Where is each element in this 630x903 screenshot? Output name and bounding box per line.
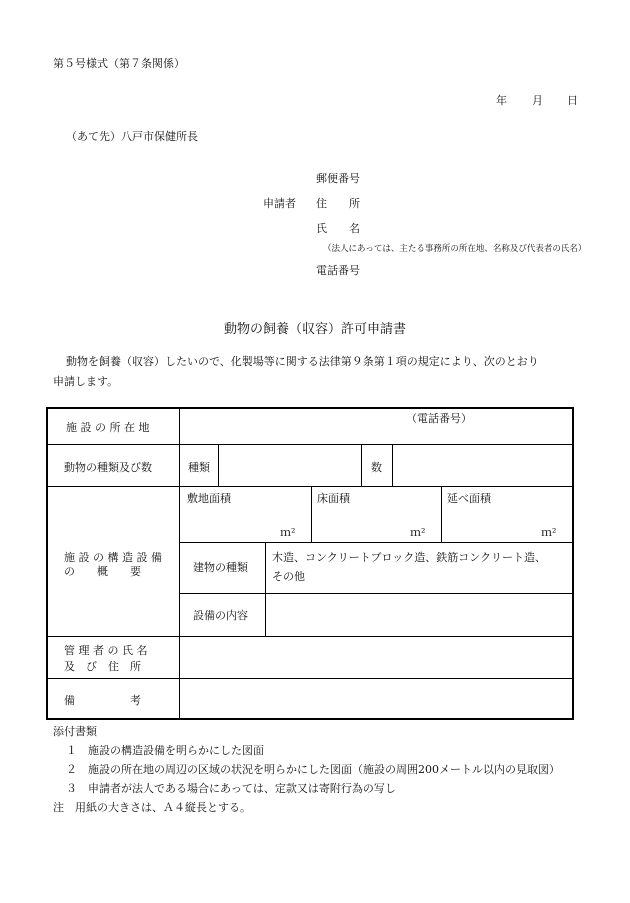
intro-line-2: 申請します。 <box>53 375 119 388</box>
form-number: 第５号様式（第７条関係） <box>53 57 185 70</box>
facility-location-label: 施 設 の 所 在 地 <box>66 421 150 434</box>
addressee: （あて先）八戸市保健所長 <box>66 130 198 143</box>
attachment-item: １ 施設の構造設備を明らかにした図面 <box>66 744 264 757</box>
cell-divider <box>361 445 362 486</box>
manager-label-line-1: 管 理 者 の 氏 名 <box>64 644 148 657</box>
building-type-value-line-2: その他 <box>272 570 305 583</box>
table-border-right <box>572 407 574 720</box>
cell-divider <box>392 445 393 486</box>
cell-divider <box>265 543 266 636</box>
kind-label: 種類 <box>188 461 210 474</box>
cell-divider <box>311 487 312 542</box>
date-month-label: 月 <box>532 94 543 107</box>
floor-area-unit: ｍ² <box>410 526 426 539</box>
attachment-item: ２ 施設の所在地の周辺の区域の状況を明らかにした図面（施設の周囲200メートル以内の見取図） <box>66 763 560 776</box>
attachments-heading: 添付書類 <box>53 725 97 738</box>
paper-size-note: 注 用紙の大きさは、Ａ４縦長とする。 <box>53 801 251 814</box>
intro-line-1: 動物を飼養（収容）したいので、化製場等に関する法律第９条第１項の規定により、次のとおり <box>66 355 539 368</box>
row-divider <box>47 444 573 445</box>
cell-divider <box>218 445 219 486</box>
site-area-unit: ｍ² <box>280 526 296 539</box>
count-label: 数 <box>371 461 382 474</box>
table-border-bottom <box>46 718 574 720</box>
site-area-label: 敷地面積 <box>187 492 231 505</box>
animal-kind-label: 動物の種類及び数 <box>64 461 152 474</box>
structure-label-line-2: の 概 要 <box>64 565 141 578</box>
corporate-note: （法人にあっては、主たる事務所の所在地、名称及び代表者の氏名） <box>323 244 587 254</box>
structure-label-line-1: 施 設 の 構 造 設 備 <box>64 551 162 564</box>
postal-code-label: 郵便番号 <box>316 172 360 185</box>
total-floor-area-unit: ｍ² <box>541 526 557 539</box>
row-divider <box>47 486 573 487</box>
manager-label-line-2: 及 び 住 所 <box>64 660 141 673</box>
label-column-divider <box>179 408 180 719</box>
row-divider <box>180 593 573 594</box>
table-border-top <box>46 407 574 409</box>
facility-phone-label: （電話番号） <box>406 412 472 425</box>
attachment-item: ３ 申請者が法人である場合にあっては、定款又は寄附行為の写し <box>66 782 396 795</box>
building-type-label: 建物の種類 <box>193 561 248 574</box>
phone-label: 電話番号 <box>316 264 360 277</box>
address-label: 住 所 <box>316 197 360 210</box>
row-divider <box>47 636 573 637</box>
document-title: 動物の飼養（収容）許可申請書 <box>223 322 406 337</box>
floor-area-label: 床面積 <box>317 492 350 505</box>
remarks-label: 備 考 <box>64 694 141 707</box>
total-floor-area-label: 延べ面積 <box>447 492 491 505</box>
row-divider <box>47 678 573 679</box>
table-border-left <box>46 407 48 720</box>
row-divider <box>180 542 573 543</box>
building-type-value-line-1: 木造、コンクリートブロック造、鉄筋コンクリート造、 <box>272 551 547 564</box>
applicant-role-label: 申請者 <box>263 197 296 210</box>
cell-divider <box>441 487 442 542</box>
date-day-label: 日 <box>567 94 578 107</box>
date-year-label: 年 <box>496 94 507 107</box>
equipment-label: 設備の内容 <box>193 609 248 622</box>
name-label: 氏 名 <box>316 222 360 235</box>
